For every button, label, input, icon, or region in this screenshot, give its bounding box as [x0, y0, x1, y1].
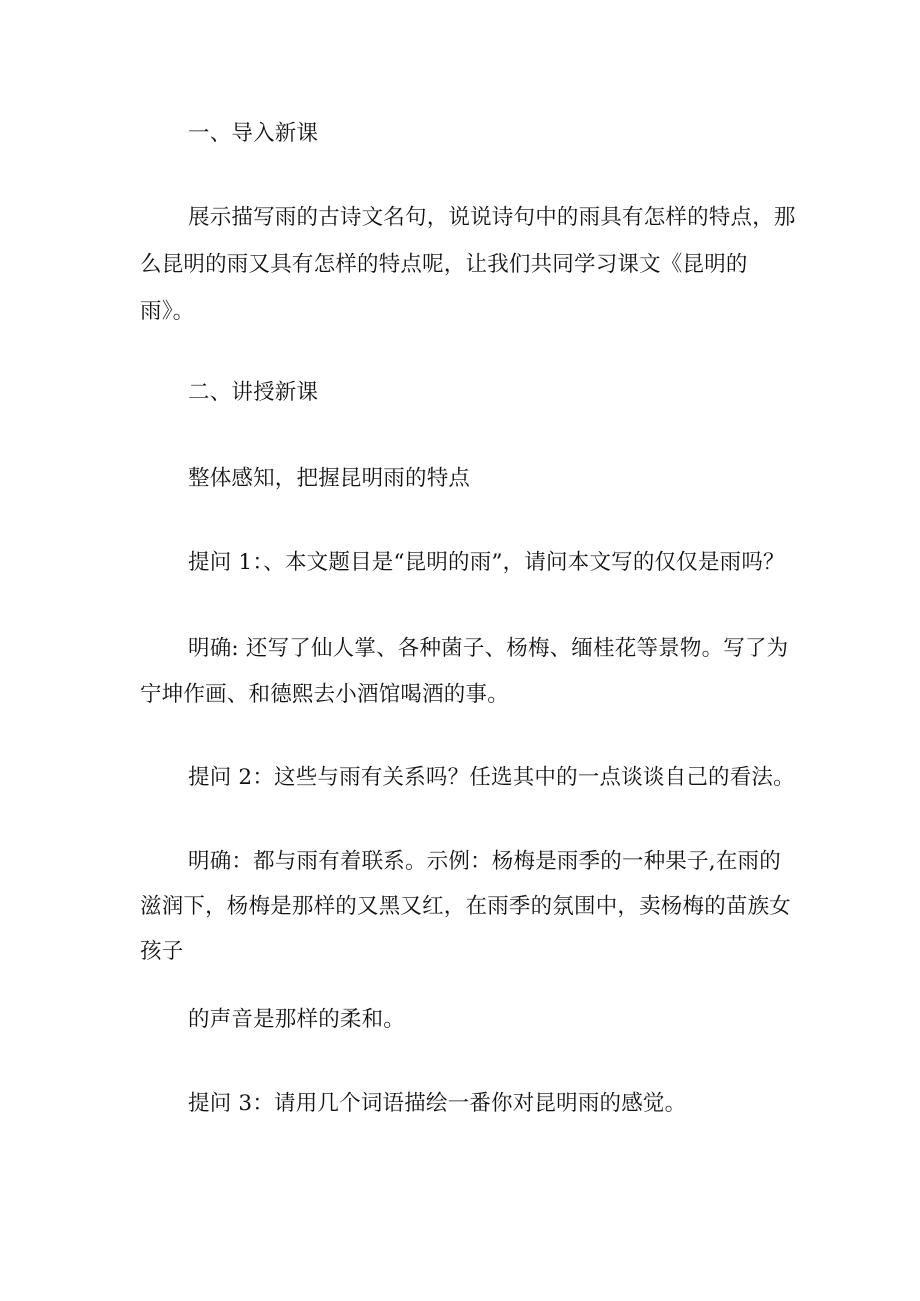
text-line: 一、导入新课 [188, 121, 319, 146]
text-line: 雨》。 [140, 299, 195, 324]
text-line: 滋润下，杨梅是那样的又黑又红，在雨季的氛围中，卖杨梅的苗族女 [140, 894, 792, 919]
text-line: 整体感知，把握昆明雨的特点 [188, 466, 471, 491]
text-line: 提问 3：请用几个词语描绘一番你对昆明雨的感觉。 [188, 1091, 687, 1116]
text-line: 二、讲授新课 [188, 380, 319, 405]
text-line: 宁坤作画、和德熙去小酒馆喝酒的事。 [140, 682, 509, 707]
text-line: 明确：都与雨有着联系。示例：杨梅是雨季的一种果子,在雨的 [188, 849, 781, 874]
text-line: 么昆明的雨又具有怎样的特点呢，让我们共同学习课文《昆明的 [140, 252, 748, 277]
text-line: 提问 2：这些与雨有关系吗？任选其中的一点谈谈自己的看法。 [188, 765, 795, 790]
text-line: 的声音是那样的柔和。 [188, 1007, 406, 1032]
text-line: 孩子 [140, 939, 184, 964]
text-line: 提问 1：、本文题目是“昆明的雨”，请问本文写的仅仅是雨吗？ [188, 550, 785, 575]
text-line: 展示描写雨的古诗文名句，说说诗句中的雨具有怎样的特点，那 [188, 205, 796, 230]
text-line: 明确: 还写了仙人掌、各种菌子、杨梅、缅桂花等景物。写了为 [188, 636, 789, 661]
